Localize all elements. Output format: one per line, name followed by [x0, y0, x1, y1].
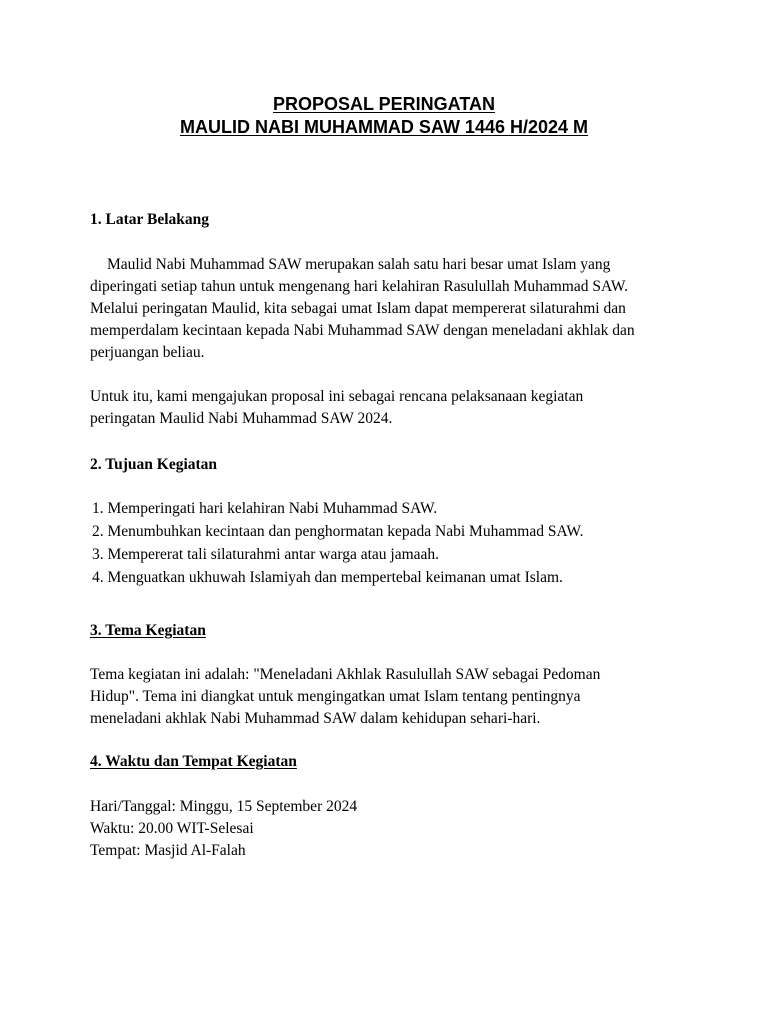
list-item: 4. Menguatkan ukhuwah Islamiyah dan mempertebal keimanan umat Islam. [92, 569, 563, 586]
detail-line-place: Tempat: Masjid Al-Falah [90, 842, 246, 859]
latar-belakang-paragraph-1 [90, 254, 680, 364]
paragraph-line: Melalui peringatan Maulid, kita sebagai umat Islam dapat mempererat silaturahmi dan [90, 300, 626, 317]
document-title-line2: MAULID NABI MUHAMMAD SAW 1446 H/2024 M [179, 117, 589, 137]
paragraph-line: perjuangan beliau. [90, 344, 205, 361]
paragraph-line: peringatan Maulid Nabi Muhammad SAW 2024. [90, 410, 393, 427]
section-heading-latar-belakang: 1. Latar Belakang [90, 211, 209, 228]
detail-line-time: Waktu: 20.00 WIT-Selesai [90, 820, 254, 837]
paragraph-line: diperingati setiap tahun untuk mengenang hari kelahiran Rasulullah Muhammad SAW. [90, 278, 628, 295]
paragraph-line: Hidup". Tema ini diangkat untuk mengingatkan umat Islam tentang pentingnya [90, 688, 581, 705]
paragraph-line: Maulid Nabi Muhammad SAW merupakan salah satu hari besar umat Islam yang [107, 256, 611, 273]
list-item: 2. Menumbuhkan kecintaan dan penghormatan kepada Nabi Muhammad SAW. [92, 523, 584, 540]
tujuan-list [92, 497, 583, 589]
waktu-tempat-details [90, 796, 680, 862]
section-heading-tema-kegiatan: 3. Tema Kegiatan [90, 622, 206, 639]
section-heading-tujuan-kegiatan: 2. Tujuan Kegiatan [90, 456, 218, 473]
latar-belakang-paragraph-2 [90, 386, 680, 430]
section-heading-waktu-tempat: 4. Waktu dan Tempat Kegiatan [90, 753, 297, 770]
paragraph-line: Untuk itu, kami mengajukan proposal ini sebagai rencana pelaksanaan kegiatan [90, 388, 584, 405]
list-item: 3. Mempererat tali silaturahmi antar warga atau jamaah. [92, 546, 440, 563]
paragraph-line: Tema kegiatan ini adalah: "Meneladani Akhlak Rasulullah SAW sebagai Pedoman [90, 666, 601, 683]
tema-paragraph [90, 664, 680, 730]
detail-line-date: Hari/Tanggal: Minggu, 15 September 2024 [90, 798, 358, 815]
list-item: 1. Memperingati hari kelahiran Nabi Muhammad SAW. [92, 500, 438, 517]
paragraph-line: meneladani akhlak Nabi Muhammad SAW dalam kehidupan sehari-hari. [90, 710, 541, 727]
document-title-line1: PROPOSAL PERINGATAN [272, 94, 496, 114]
paragraph-line: memperdalam kecintaan kepada Nabi Muhammad SAW dengan meneladani akhlak dan [90, 322, 635, 339]
